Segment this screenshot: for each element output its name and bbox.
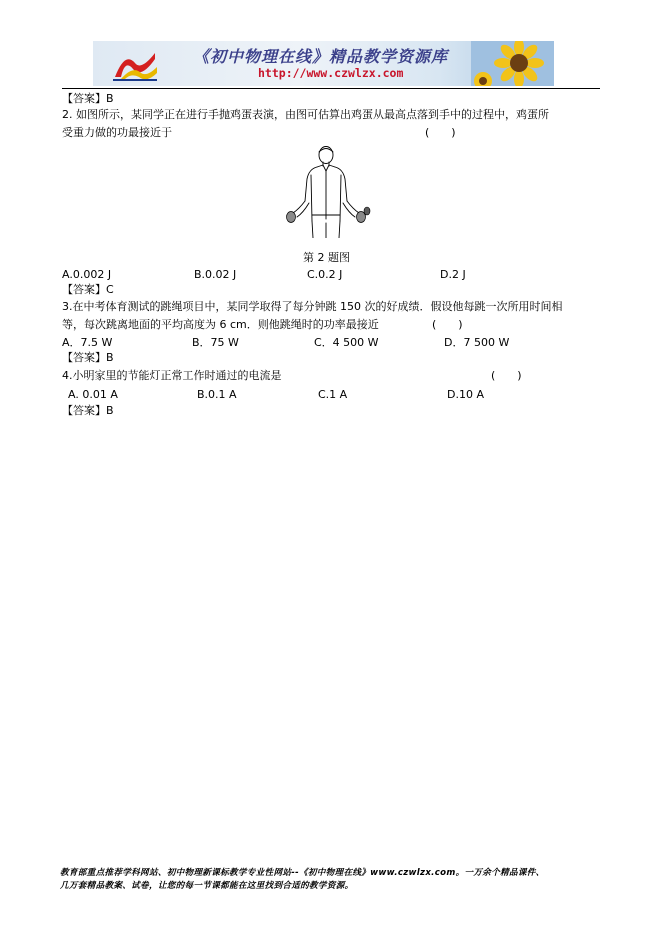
option-a: A.0.002 J — [62, 268, 112, 281]
question-3-options — [62, 336, 622, 349]
question-3-line-2: 等，每次跳离地面的平均高度为 6 cm．则他跳绳时的功率最接近 — [62, 318, 379, 331]
sunflower-icon — [471, 41, 554, 86]
header-rule — [62, 88, 600, 89]
question-3-line-1: 3.在中考体育测试的跳绳项目中，某同学取得了每分钟跳 150 次的好成绩．假设他每跳一次所用时间相 — [62, 300, 563, 313]
question-3-answer-blank: ( ) — [432, 318, 463, 331]
answer-4: 【答案】B — [62, 404, 114, 417]
question-4-options — [62, 388, 622, 401]
egg-juggling-figure — [279, 145, 375, 238]
figure-caption: 第 2 题图 — [303, 251, 350, 264]
question-2-line-2: 受重力做的功最接近于 — [62, 126, 172, 139]
option-c: C．4 500 W — [314, 336, 379, 349]
question-4-answer-blank: ( ) — [491, 369, 522, 382]
option-d: D.10 A — [447, 388, 484, 401]
option-c: C.1 A — [318, 388, 348, 401]
banner-title: 《初中物理在线》精品教学资源库 — [193, 47, 449, 66]
banner-url[interactable]: http://www.czwlzx.com — [258, 66, 404, 80]
option-b: B.0.02 J — [194, 268, 237, 281]
question-4-line-1: 4.小明家里的节能灯正常工作时通过的电流是 — [62, 369, 282, 382]
footer-line-2: 几万套精品教案、试卷，让您的每一节课都能在这里找到合适的教学资源。 — [60, 881, 354, 891]
option-b: B.0.1 A — [197, 388, 237, 401]
option-a: A．7.5 W — [62, 336, 113, 349]
option-c: C.0.2 J — [307, 268, 343, 281]
option-a: A. 0.01 A — [68, 388, 118, 401]
header-banner — [93, 41, 554, 86]
answer-2: 【答案】C — [62, 283, 114, 296]
option-d: D.2 J — [440, 268, 466, 281]
question-2-line-1: 2. 如图所示，某同学正在进行手抛鸡蛋表演，由图可估算出鸡蛋从最高点落到手中的过程中，鸡蛋所 — [62, 108, 549, 121]
option-b: B．75 W — [192, 336, 239, 349]
question-2-options — [62, 268, 622, 281]
question-2-answer-blank: ( ) — [425, 126, 456, 139]
option-d: D．7 500 W — [444, 336, 510, 349]
answer-3: 【答案】B — [62, 351, 114, 364]
footer-line-1: 教育部重点推荐学科网站、初中物理新课标教学专业性网站--《初中物理在线》www.czwlzx.com。一万余个精品课件、 — [60, 868, 545, 878]
site-logo-icon — [111, 47, 159, 81]
answer-1: 【答案】B — [62, 92, 114, 105]
